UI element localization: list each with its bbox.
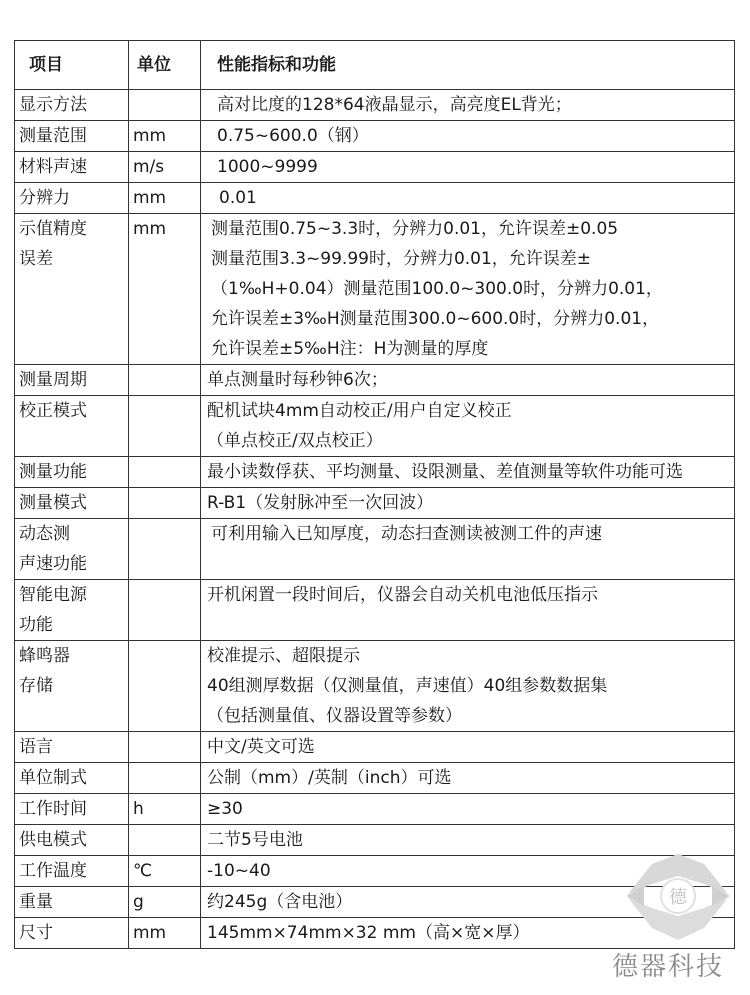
- spec-item-name: [15, 825, 129, 856]
- spec-row: [15, 457, 735, 488]
- spec-item-name: [15, 732, 129, 763]
- spec-item-name: [15, 90, 129, 121]
- spec-description-line: 二节5号电池: [207, 830, 303, 850]
- spec-unit: [129, 641, 201, 732]
- spec-item-name-line: 功能: [19, 615, 53, 635]
- spec-description: [201, 794, 735, 825]
- spec-unit: g: [129, 887, 201, 918]
- spec-description: [201, 580, 735, 641]
- spec-item-name: [15, 488, 129, 519]
- spec-item-name-line: 显示方法: [19, 95, 87, 115]
- spec-unit: [129, 457, 201, 488]
- spec-item-name-line: 校正模式: [19, 401, 87, 421]
- spec-unit: [129, 396, 201, 457]
- spec-item-name-line: 分辨力: [19, 188, 70, 208]
- spec-description-line: 开机闲置一段时间后，仪器会自动关机电池低压指示: [207, 585, 598, 605]
- spec-description-line: 0.75~600.0（钢）: [217, 126, 369, 146]
- company-logo-icon: [622, 846, 734, 946]
- logo-char: 德: [669, 887, 687, 908]
- spec-table: [14, 40, 735, 949]
- spec-description: [201, 763, 735, 794]
- spec-unit: [129, 825, 201, 856]
- spec-item-name: [15, 887, 129, 918]
- spec-description-line: （包括测量值、仪器设置等参数）: [207, 706, 462, 726]
- spec-description: [201, 488, 735, 519]
- spec-description-line: 允许误差±5‰H注：H为测量的厚度: [211, 339, 489, 359]
- spec-description: [201, 183, 735, 214]
- spec-row: [15, 365, 735, 396]
- spec-description-line: 145mm×74mm×32 mm（高×宽×厚）: [207, 923, 530, 943]
- spec-item-name: [15, 918, 129, 949]
- spec-description-line: -10~40: [207, 861, 271, 881]
- spec-item-name-line: 尺寸: [19, 923, 53, 943]
- spec-row: [15, 763, 735, 794]
- spec-unit: m/s: [129, 152, 201, 183]
- header-row: [15, 41, 735, 90]
- spec-item-name-line: 单位制式: [19, 768, 87, 788]
- spec-description: [201, 90, 735, 121]
- spec-description-line: 0.01: [219, 188, 257, 208]
- spec-description: [201, 121, 735, 152]
- spec-description-line: ≥30: [207, 799, 243, 819]
- spec-description-line: （单点校正/双点校正）: [207, 431, 383, 451]
- spec-row: [15, 488, 735, 519]
- spec-description-line: （1‰H+0.04）测量范围100.0~300.0时，分辨力0.01，: [211, 279, 663, 299]
- spec-unit: ℃: [129, 856, 201, 887]
- spec-unit: [129, 519, 201, 580]
- spec-item-name: [15, 214, 129, 365]
- spec-item-name-line: 声速功能: [19, 554, 87, 574]
- spec-description: [201, 365, 735, 396]
- spec-description-line: 允许误差±3‰H测量范围300.0~600.0时，分辨力0.01，: [211, 309, 660, 329]
- spec-item-name: [15, 641, 129, 732]
- spec-unit: mm: [129, 214, 201, 365]
- spec-unit: [129, 365, 201, 396]
- spec-item-name-line: 重量: [19, 892, 53, 912]
- spec-description: [201, 214, 735, 365]
- spec-item-name: [15, 396, 129, 457]
- spec-body: [15, 90, 735, 949]
- spec-item-name: [15, 794, 129, 825]
- spec-row: [15, 152, 735, 183]
- spec-row: [15, 580, 735, 641]
- spec-description-line: 约245g（含电池）: [207, 892, 353, 912]
- spec-row: [15, 732, 735, 763]
- spec-description-line: 公制（mm）/英制（inch）可选: [207, 768, 452, 788]
- spec-item-name: [15, 763, 129, 794]
- spec-item-name: [15, 580, 129, 641]
- spec-description: [201, 641, 735, 732]
- spec-unit: mm: [129, 121, 201, 152]
- spec-description-line: R-B1（发射脉冲至一次回波）: [207, 493, 434, 513]
- spec-description-line: 可利用输入已知厚度，动态扫查测读被测工件的声速: [211, 524, 602, 544]
- spec-item-name-line: 智能电源: [19, 585, 87, 605]
- spec-row: [15, 90, 735, 121]
- spec-description: [201, 519, 735, 580]
- brand-name: 德器科技: [612, 952, 725, 982]
- spec-description-line: 配机试块4mm自动校正/用户自定义校正: [207, 401, 512, 421]
- spec-description-line: 最小读数俘获、平均测量、设限测量、差值测量等软件功能可选: [207, 462, 683, 482]
- spec-unit: [129, 732, 201, 763]
- spec-description-line: 1000~9999: [217, 157, 318, 177]
- spec-item-name-line: 测量功能: [19, 462, 87, 482]
- spec-item-name-line: 语言: [19, 737, 53, 757]
- spec-item-name-line: 测量周期: [19, 370, 87, 390]
- spec-item-name-line: 示值精度: [19, 219, 87, 239]
- spec-item-name-line: 测量模式: [19, 493, 87, 513]
- spec-item-name: [15, 856, 129, 887]
- spec-item-name-line: 工作温度: [19, 861, 87, 881]
- header-item: 项目: [15, 41, 129, 90]
- spec-unit: [129, 763, 201, 794]
- spec-item-name: [15, 457, 129, 488]
- spec-row: [15, 519, 735, 580]
- spec-item-name-line: 材料声速: [19, 157, 87, 177]
- spec-item-name-line: 误差: [19, 249, 53, 269]
- spec-row: [15, 121, 735, 152]
- spec-description-line: 40组测厚数据（仅测量值，声速值）40组参数数据集: [207, 676, 608, 696]
- spec-item-name: [15, 519, 129, 580]
- spec-unit: mm: [129, 918, 201, 949]
- spec-item-name: [15, 365, 129, 396]
- spec-row: [15, 396, 735, 457]
- spec-item-name-line: 测量范围: [19, 126, 87, 146]
- spec-item-name: [15, 183, 129, 214]
- spec-unit: h: [129, 794, 201, 825]
- spec-item-name-line: 工作时间: [19, 799, 87, 819]
- spec-item-name-line: 动态测: [19, 524, 70, 544]
- spec-row: [15, 641, 735, 732]
- spec-row: [15, 214, 735, 365]
- spec-row: [15, 183, 735, 214]
- spec-unit: [129, 90, 201, 121]
- spec-description: [201, 732, 735, 763]
- spec-description: [201, 152, 735, 183]
- header-desc: 性能指标和功能: [201, 41, 735, 90]
- spec-description: [201, 396, 735, 457]
- spec-description-line: 中文/英文可选: [207, 737, 315, 757]
- spec-unit: [129, 488, 201, 519]
- spec-item-name-line: 供电模式: [19, 830, 87, 850]
- spec-row: [15, 794, 735, 825]
- spec-description-line: 单点测量时每秒钟6次；: [207, 370, 388, 390]
- spec-description-line: 高对比度的128*64液晶显示，高亮度EL背光；: [217, 95, 572, 115]
- spec-description-line: 测量范围3.3~99.99时，分辨力0.01，允许误差±: [211, 249, 592, 269]
- spec-item-name: [15, 121, 129, 152]
- spec-description-line: 校准提示、超限提示: [207, 646, 360, 666]
- spec-unit: [129, 580, 201, 641]
- spec-unit: mm: [129, 183, 201, 214]
- spec-item-name: [15, 152, 129, 183]
- header-unit: 单位: [129, 41, 201, 90]
- spec-item-name-line: 存储: [19, 676, 53, 696]
- spec-description: [201, 457, 735, 488]
- spec-description-line: 测量范围0.75~3.3时，分辨力0.01，允许误差±0.05: [211, 219, 619, 239]
- spec-item-name-line: 蜂鸣器: [19, 646, 70, 666]
